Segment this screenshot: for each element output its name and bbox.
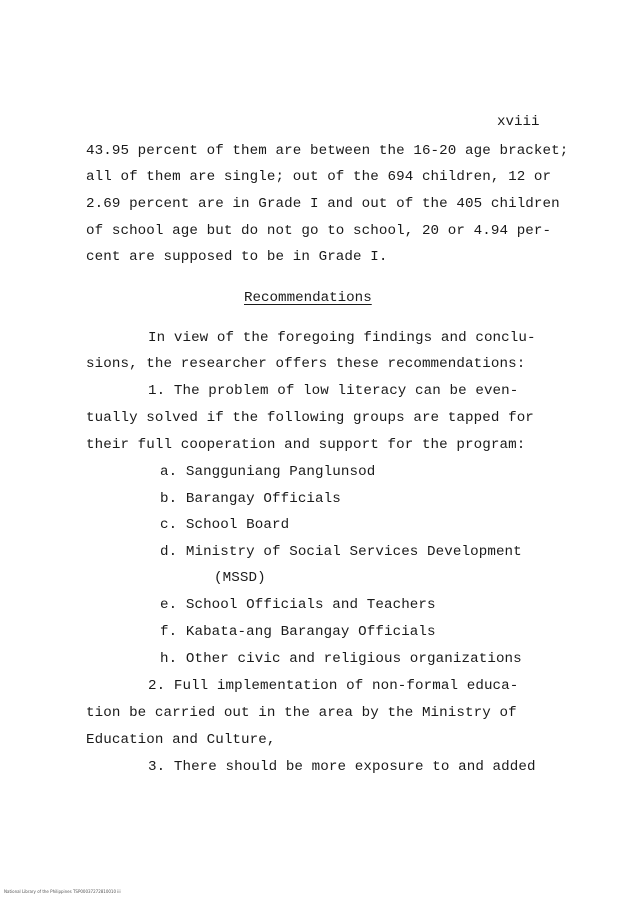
text-line-1: 43.95 percent of them are between the 16-20 age bracket; [86,143,569,159]
text-line-9: tually solved if the following groups are tapped for [86,410,534,426]
text-line-12: tion be carried out in the area by the Ministry of [86,705,517,721]
text-line-8: 1. The problem of low literacy can be even- [148,383,519,399]
text-line-3: 2.69 percent are in Grade I and out of the 405 children [86,196,560,212]
text-line-13: Education and Culture, [86,732,276,748]
list-item-h: h. Other civic and religious organizations [160,651,522,667]
text-line-14: 3. There should be more exposure to and added [148,759,536,775]
list-item-c: c. School Board [160,517,290,533]
list-item-f: f. Kabata-ang Barangay Officials [160,624,436,640]
text-line-7: sions, the researcher offers these recommendations: [86,356,526,372]
text-line-10: their full cooperation and support for the program: [86,437,526,453]
list-item-a: a. Sangguniang Panglunsod [160,464,376,480]
list-item-b: b. Barangay Officials [160,491,341,507]
text-line-2: all of them are single; out of the 694 children, 12 or [86,169,552,185]
section-heading: Recommendations [244,290,372,306]
text-line-6: In view of the foregoing findings and conclu- [148,330,536,346]
list-item-e: e. School Officials and Teachers [160,597,436,613]
archive-footer: National Library of the Philippines TSP00037272810010 iii [4,889,121,894]
text-line-5: cent are supposed to be in Grade I. [86,249,388,265]
page-number: xviii [497,114,540,130]
list-item-d: d. Ministry of Social Services Development [160,544,522,560]
text-line-4: of school age but do not go to school, 20 or 4.94 per- [86,223,552,239]
text-line-11: 2. Full implementation of non-formal educa- [148,678,519,694]
list-item-d-continuation: (MSSD) [214,570,266,586]
